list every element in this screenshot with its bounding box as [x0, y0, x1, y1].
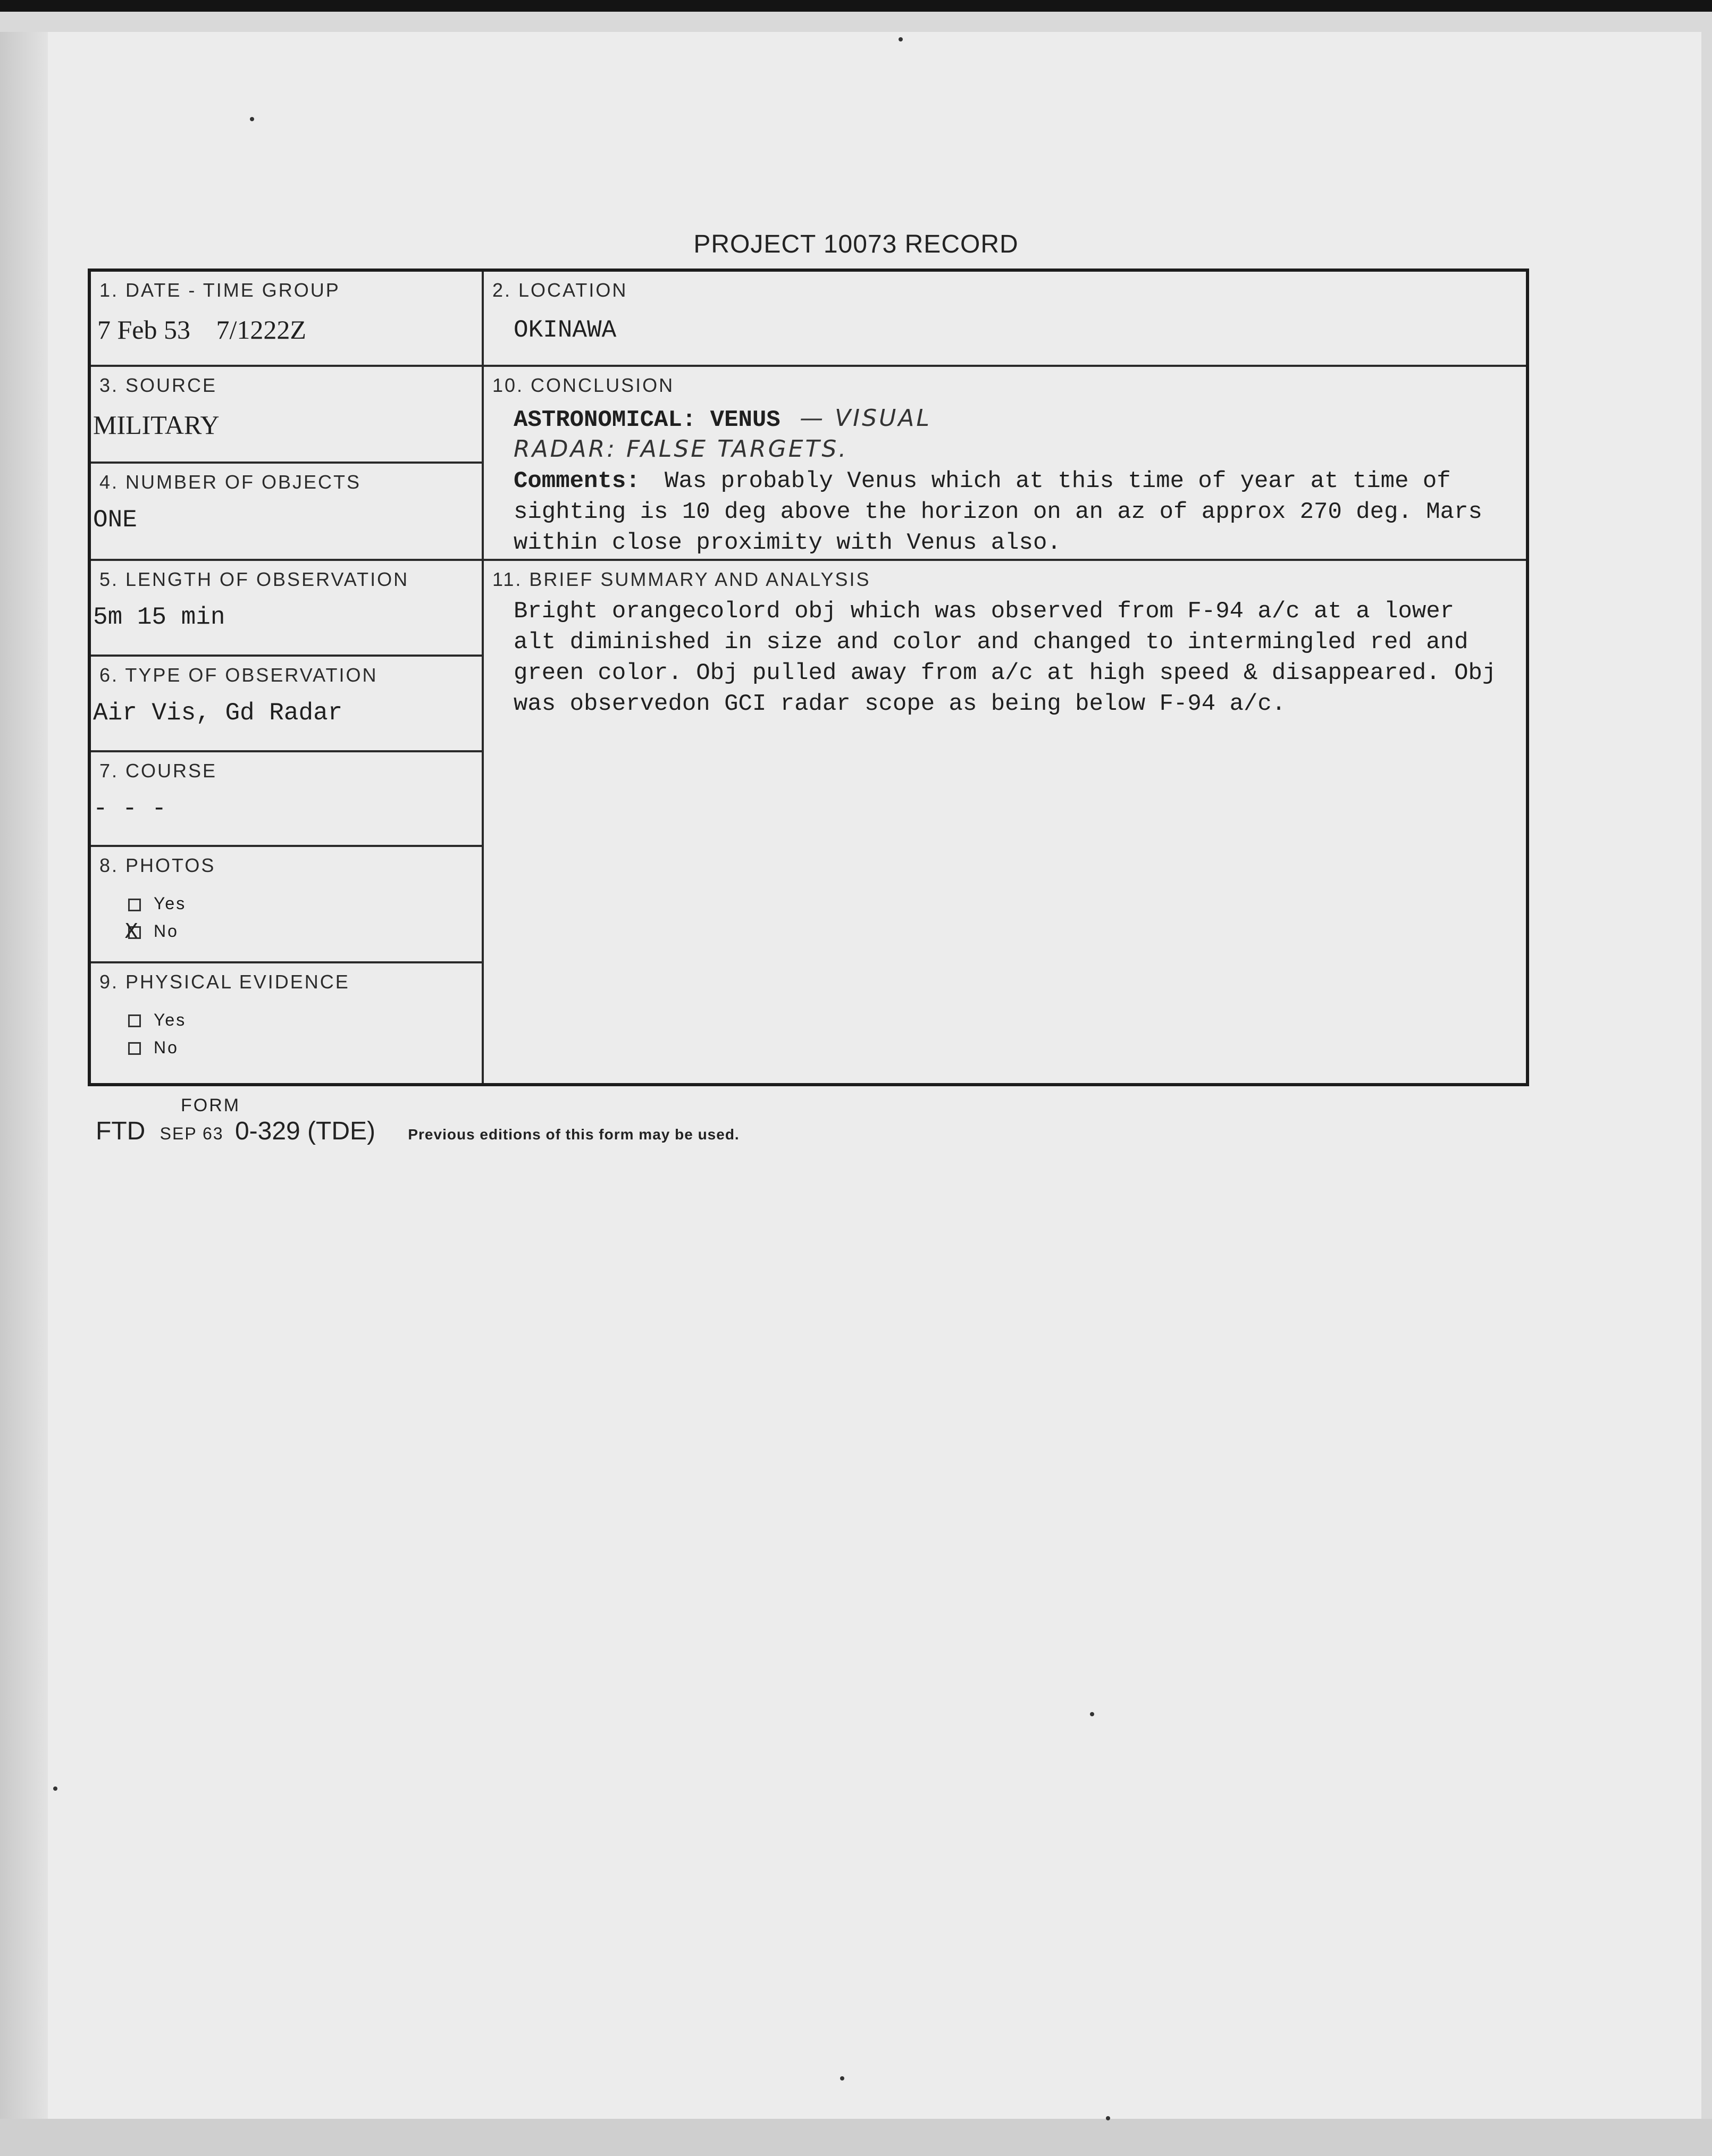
photos-options [91, 877, 482, 945]
footer-line [96, 1117, 740, 1146]
photos-yes-checkbox[interactable] [128, 899, 141, 911]
footer-ftd: FTD [96, 1117, 146, 1145]
conclusion-label: 10. CONCLUSION [492, 374, 675, 397]
physical-evidence-no-label: No [154, 1037, 179, 1057]
type-of-observation-label: 6. TYPE OF OBSERVATION [99, 664, 378, 686]
number-of-objects-cell [89, 463, 483, 559]
photos-no-checkbox-checked[interactable] [128, 926, 141, 939]
physical-evidence-yes-checkbox[interactable] [128, 1014, 141, 1027]
length-of-observation-cell [89, 560, 483, 656]
physical-evidence-yes-label: Yes [154, 1010, 187, 1029]
source-value: MILITARY [93, 410, 220, 440]
physical-evidence-yes-option[interactable] [128, 1006, 482, 1034]
scan-speck [1106, 2116, 1110, 2120]
photos-no-option[interactable] [128, 917, 482, 945]
photos-cell [89, 846, 483, 962]
photos-no-label: No [154, 921, 179, 941]
scan-speck [899, 37, 903, 41]
conclusion-handwritten-radar: RADAR: FALSE TARGETS. [514, 435, 849, 463]
photos-yes-option[interactable] [128, 890, 482, 917]
comments-label: Comments: [514, 468, 640, 495]
scan-speck [840, 2076, 844, 2081]
course-cell [89, 751, 483, 846]
photos-yes-label: Yes [154, 894, 187, 913]
type-of-observation-cell [89, 656, 483, 751]
photos-label: 8. PHOTOS [99, 854, 216, 877]
summary-label: 11. BRIEF SUMMARY AND ANALYSIS [492, 568, 871, 590]
scan-top-edge [0, 0, 1712, 12]
length-of-observation-label: 5. LENGTH OF OBSERVATION [99, 568, 409, 590]
form-title: PROJECT 10073 RECORD [693, 230, 1019, 258]
physical-evidence-options [91, 993, 482, 1061]
footer-form-word: FORM [181, 1095, 241, 1115]
length-of-observation-value: 5m 15 min [93, 603, 225, 631]
location-cell [483, 270, 1528, 366]
date-time-group-cell [89, 270, 483, 366]
number-of-objects-label: 4. NUMBER OF OBJECTS [99, 471, 362, 493]
conclusion-typed: ASTRONOMICAL: VENUS [514, 407, 781, 434]
physical-evidence-label: 9. PHYSICAL EVIDENCE [99, 970, 350, 993]
scan-bottom-edge [0, 2119, 1712, 2156]
footer-date: SEP 63 [160, 1124, 224, 1143]
scan-left-shadow [0, 32, 49, 2156]
conclusion-cell [483, 366, 1528, 559]
course-label: 7. COURSE [99, 760, 217, 782]
physical-evidence-no-option[interactable] [128, 1034, 482, 1061]
physical-evidence-cell [89, 962, 483, 1085]
date-value: 7 Feb 53 [97, 315, 190, 345]
scan-speck [1090, 1712, 1094, 1716]
date-time-group-value [91, 301, 482, 345]
scan-speck [250, 117, 254, 121]
scan-speck [53, 1786, 57, 1791]
conclusion-typed-line [484, 397, 1526, 435]
footer-note: Previous editions of this form may be used. [408, 1126, 740, 1143]
course-value: - - - [93, 795, 167, 823]
location-label: 2. LOCATION [492, 279, 628, 301]
location-value: OKINAWA [514, 316, 617, 344]
type-of-observation-value: Air Vis, Gd Radar [93, 699, 343, 727]
number-of-objects-value: ONE [93, 506, 137, 534]
physical-evidence-no-checkbox[interactable] [128, 1042, 141, 1055]
summary-text: Bright orangecolord obj which was observed from F-94 a/c at a lower alt diminished in size and color and changed to intermingled red and green color. Obj pulled away from a/c at high speed & disappeared. Obj was observedon GCI radar scope as being below F-94 a/c. [514, 598, 1497, 717]
conclusion-comments [484, 463, 1526, 558]
source-label: 3. SOURCE [99, 374, 217, 397]
comments-text: Was probably Venus which at this time of year at time of sighting is 10 deg above the horizon on an az of approx 270 deg. Mars within close proximity with Venus also. [514, 468, 1482, 557]
source-cell [89, 366, 483, 463]
summary-cell [483, 560, 1528, 1085]
time-value: 7/1222Z [216, 315, 306, 345]
footer-form-number: 0-329 (TDE) [234, 1117, 376, 1145]
conclusion-handwritten-visual: — VISUAL [800, 405, 931, 432]
record-form [88, 269, 1529, 1086]
date-time-group-label: 1. DATE - TIME GROUP [99, 279, 340, 301]
